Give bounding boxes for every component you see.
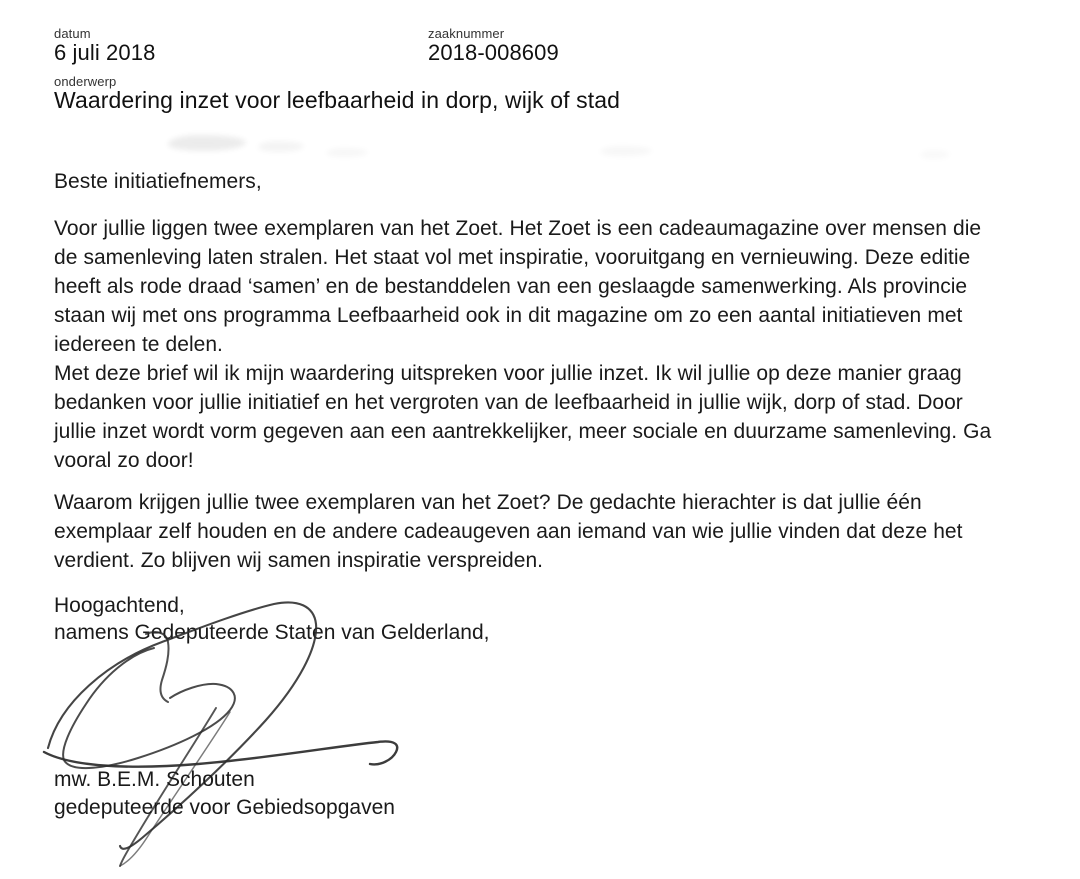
body-paragraph: Met deze brief wil ik mijn waardering uitspreken voor jullie inzet. Ik wil jullie op deze manier graag bedanken voor jullie initiatief en het vergroten van de leefbaarheid in jullie wijk, dorp of stad. Door jullie inzet wordt vorm gegeven aan een aantrekkelijker, meer sociale en duurzame samenleving. Ga vooral zo door! xyxy=(54,362,992,472)
scan-smudge-artifact xyxy=(168,135,246,151)
date-value: 6 juli 2018 xyxy=(54,40,156,65)
body-paragraph: Waarom krijgen jullie twee exemplaren van het Zoet? De gedachte hierachter is dat jullie één exemplaar zelf houden en de andere cadeaugeven aan iemand van wie jullie vinden dat deze het verdient. Zo blijven wij samen inspiratie verspreiden. xyxy=(54,491,963,572)
signer-name: mw. B.E.M. Schouten xyxy=(54,768,255,791)
case-number-value: 2018-008609 xyxy=(428,40,559,65)
body-paragraph: Voor jullie liggen twee exemplaren van het Zoet. Het Zoet is een cadeaumagazine over mensen die de samenleving laten stralen. Het staat vol met inspiratie, vooruitgang en vernieuwing. Deze editie heeft als rode draad ‘samen’ en de bestanddelen van een geslaagde samenwerking. Als provincie staan wij met ons programma Leefbaarheid ook in dit magazine om zo een aantal initiatieven met iedereen te delen. xyxy=(54,217,982,356)
closing-line-2: namens Gedeputeerde Staten van Gelderland, xyxy=(54,621,490,644)
signature-block xyxy=(54,766,395,822)
scan-smudge-artifact xyxy=(258,141,304,152)
closing-line-1: Hoogachtend, xyxy=(54,594,185,617)
salutation: Beste initiatiefnemers, xyxy=(54,170,262,193)
scan-smudge-artifact xyxy=(920,150,950,159)
date-label: datum xyxy=(54,26,91,41)
scan-smudge-artifact xyxy=(326,148,368,157)
subject-value: Waardering inzet voor leefbaarheid in dorp, wijk of stad xyxy=(54,87,620,113)
case-number-label: zaaknummer xyxy=(428,26,505,41)
scan-smudge-artifact xyxy=(600,146,652,156)
closing-block xyxy=(54,592,489,646)
signer-title: gedeputeerde voor Gebiedsopgaven xyxy=(54,796,395,819)
subject-label: onderwerp xyxy=(54,74,117,89)
